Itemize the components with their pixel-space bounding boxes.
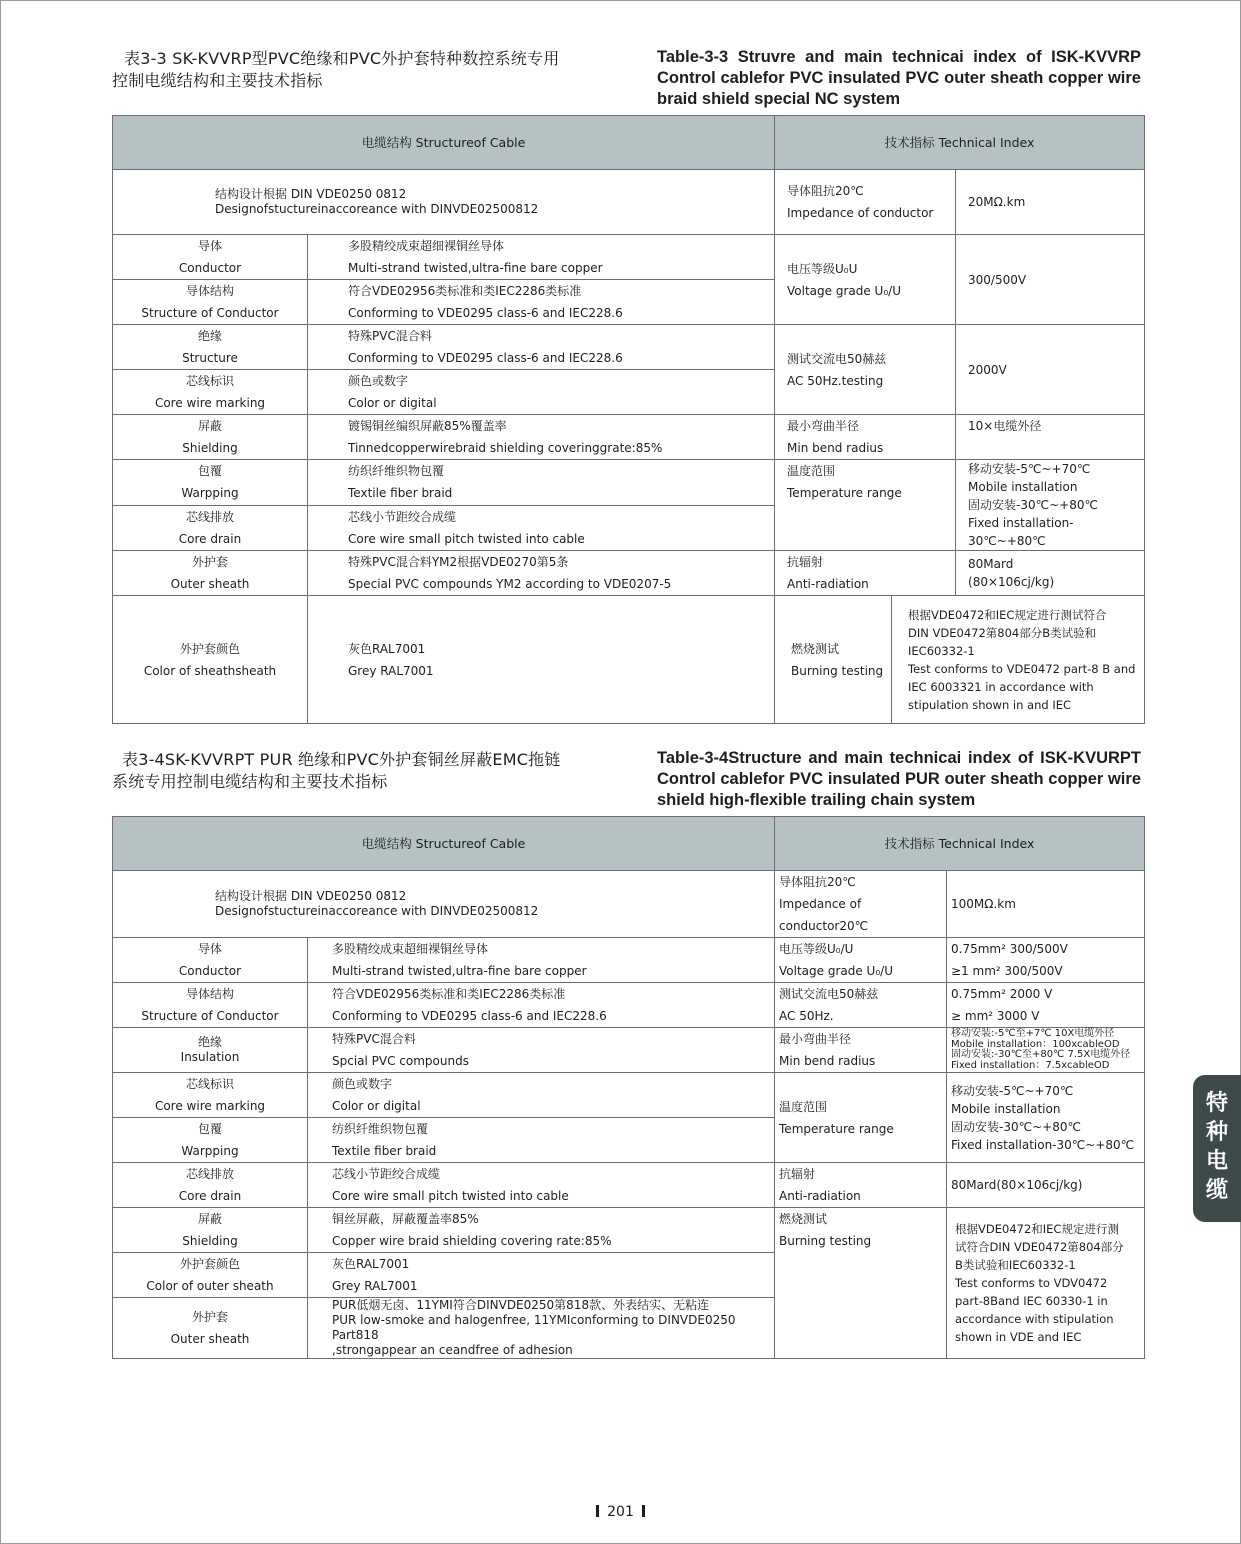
row-shielding-value: 镀锡铜丝编织屏蔽85%覆盖率 Tinnedcopperwirebraid shielding coveringgrate:85% <box>308 415 775 460</box>
table-3-3-caption-cn: 表3-3 SK-KVVRP型PVC绝缘和PVC外护套特种数控系统专用 控制电缆结构和主要技术指标 <box>112 49 560 90</box>
index-test-label: 测试交流电50赫兹 AC 50Hz.testing <box>775 325 956 415</box>
row-sheath-color: 外护套颜色 Color of outer sheath <box>113 1253 308 1298</box>
index-burning-label: 燃烧测试 Burning testing <box>775 596 892 724</box>
table-3-4-caption-cn: 表3-4SK-KVVRPT PUR 绝缘和PVC外护套铜丝屏蔽EMC拖链 系统专用控制电缆结构和主要技术指标 <box>112 750 561 791</box>
index-temperature-label: 温度范围 Temperature range <box>775 1073 947 1163</box>
row-insulation-value: 特殊PVC混合料 Conforming to VDE0295 class-6 and IEC228.6 <box>308 325 775 370</box>
row-conductor-value: 多股精绞成束超细裸铜丝导体 Multi-strand twisted,ultra-fine bare copper <box>308 235 775 280</box>
index-voltage-label: 电压等级U₀/U Voltage grade U₀/U <box>775 938 947 983</box>
row-core-marking-value: 颜色或数字 Color or digital <box>308 370 775 415</box>
row-conductor: 导体 Conductor <box>113 235 308 280</box>
row-wrapping-value: 纺织纤维织物包覆 Textile fiber braid <box>308 460 775 506</box>
header-technical-index: 技术指标 Technical Index <box>775 817 1145 871</box>
index-temperature-label: 温度范围 Temperature range <box>775 460 956 551</box>
row-conductor-structure-value: 符合VDE02956类标准和类IEC2286类标准 Conforming to VDE0295 class-6 and IEC228.6 <box>308 280 775 325</box>
index-voltage-value: 0.75mm² 300/500V ≥1 mm² 300/500V <box>947 938 1145 983</box>
page-number: 201 <box>0 1504 1241 1520</box>
index-burning-value: 根据VDE0472和IEC规定进行测试符合 DIN VDE0472第804部分B类试验和 IEC60332-1 Test conforms to VDE0472 part-8 B and IEC 6003321 in accordance with stipulation shown in and IEC <box>892 596 1145 724</box>
row-outer-sheath: 外护套 Outer sheath <box>113 1298 308 1359</box>
row-outer-sheath-value: PUR低烟无卤、11YMI符合DINVDE0250第818款、外表结实、无粘连 PUR low-smoke and halogenfree, 11YMIconforming to DINVDE0250 Part818 ,strongappear an ceandfree of adhesion <box>308 1298 775 1359</box>
index-impedance-label: 导体阻抗20℃ Impedance of conductor20℃ <box>775 871 947 938</box>
row-insulation: 绝缘 Structure <box>113 325 308 370</box>
row-sheath-color-value: 灰色RAL7001 Grey RAL7001 <box>308 1253 775 1298</box>
design-basis: 结构设计根据 DIN VDE0250 0812 Designofstuctureinaccoreance with DINVDE02500812 <box>113 871 775 938</box>
row-core-marking: 芯线标识 Core wire marking <box>113 370 308 415</box>
row-core-drain-value: 芯线小节距绞合成缆 Core wire small pitch twisted into cable <box>308 505 775 551</box>
row-outer-sheath: 外护套 Outer sheath <box>113 551 308 596</box>
row-wrapping: 包覆 Warpping <box>113 1118 308 1163</box>
index-burning-value: 根据VDE0472和IEC规定进行测 试符合DIN VDE0472第804部分 B类试验和IEC60332-1 Test conforms to VDV0472 part-8Band IEC 60330-1 in accordance with stipulation shown in VDE and IEC <box>947 1208 1145 1359</box>
row-insulation: 绝缘 Insulation <box>113 1028 308 1073</box>
design-basis: 结构设计根据 DIN VDE0250 0812 Designofstuctureinaccoreance with DINVDE02500812 <box>113 170 775 235</box>
header-structure: 电缆结构 Structureof Cable <box>113 817 775 871</box>
index-impedance-value: 20MΩ.km <box>956 170 1145 235</box>
table-3-4-caption-en: Table-3-4Structure and main technicai index of ISK-KVURPT Control cablefor PVC insulated PUR outer sheath copper wire shield high-flexible trailing chain system <box>657 749 1141 809</box>
index-voltage-label: 电压等级U₀U Voltage grade U₀/U <box>775 235 956 325</box>
index-bend-value: 移动安装:-5℃至+7℃ 10X电缆外径 Mobile installation：100xcableOD 固动安装:-30℃至+80℃ 7.5X电缆外径 Fixed installation：7.5xcableOD <box>947 1028 1145 1073</box>
row-core-drain: 芯线排放 Core drain <box>113 505 308 551</box>
table-3-3 <box>112 115 1145 724</box>
index-voltage-value: 300/500V <box>956 235 1145 325</box>
index-bend-label: 最小弯曲半径 Min bend radius <box>775 415 956 460</box>
side-section-tab: 特 种 电 缆 <box>1193 1075 1241 1222</box>
index-temperature-value: 移动安装-5℃~+70℃ Mobile installation 固动安装-30℃~+80℃ Fixed installation-30℃~+80℃ <box>947 1073 1145 1163</box>
index-impedance-label: 导体阻抗20℃ Impedance of conductor <box>775 170 956 235</box>
row-sheath-color: 外护套颜色 Color of sheathsheath <box>113 596 308 724</box>
index-impedance-value: 100MΩ.km <box>947 871 1145 938</box>
index-radiation-value: 80Mard (80×106cj/kg) <box>956 551 1145 596</box>
row-wrapping: 包覆 Warpping <box>113 460 308 506</box>
table-3-3-caption-en: Table-3-3 Struvre and main technicai index of ISK-KVVRP Control cablefor PVC insulated PVC outer sheath copper wire braid shield special NC system <box>657 48 1141 108</box>
row-conductor-value: 多股精绞成束超细裸铜丝导体 Multi-strand twisted,ultra-fine bare copper <box>308 938 775 983</box>
index-burning-label: 燃烧测试 Burning testing <box>775 1208 947 1359</box>
row-core-drain-value: 芯线小节距绞合成缆 Core wire small pitch twisted into cable <box>308 1163 775 1208</box>
index-test-label: 测试交流电50赫兹 AC 50Hz. <box>775 983 947 1028</box>
row-shielding: 屏蔽 Shielding <box>113 415 308 460</box>
row-conductor-structure: 导体结构 Structure of Conductor <box>113 280 308 325</box>
index-radiation-value: 80Mard(80×106cj/kg) <box>947 1163 1145 1208</box>
table-3-4 <box>112 816 1145 1359</box>
row-shielding-value: 铜丝屏蔽，屏蔽覆盖率85% Copper wire braid shielding covering rate:85% <box>308 1208 775 1253</box>
row-shielding: 屏蔽 Shielding <box>113 1208 308 1253</box>
index-temperature-value: 移动安装-5℃~+70℃ Mobile installation 固动安装-30℃~+80℃ Fixed installation-30℃~+80℃ <box>956 460 1145 551</box>
row-wrapping-value: 纺织纤维织物包覆 Textile fiber braid <box>308 1118 775 1163</box>
index-test-value: 2000V <box>956 325 1145 415</box>
row-insulation-value: 特殊PVC混合料 Spcial PVC compounds <box>308 1028 775 1073</box>
row-conductor: 导体 Conductor <box>113 938 308 983</box>
index-test-value: 0.75mm² 2000 V ≥ mm² 3000 V <box>947 983 1145 1028</box>
row-conductor-structure-value: 符合VDE02956类标准和类IEC2286类标准 Conforming to VDE0295 class-6 and IEC228.6 <box>308 983 775 1028</box>
row-core-drain: 芯线排放 Core drain <box>113 1163 308 1208</box>
header-technical-index: 技术指标 Technical Index <box>775 116 1145 170</box>
row-sheath-color-value: 灰色RAL7001 Grey RAL7001 <box>308 596 775 724</box>
row-core-marking: 芯线标识 Core wire marking <box>113 1073 308 1118</box>
index-radiation-label: 抗辐射 Anti-radiation <box>775 551 956 596</box>
row-outer-sheath-value: 特殊PVC混合料YM2根据VDE0270第5条 Special PVC compounds YM2 according to VDE0207-5 <box>308 551 775 596</box>
index-radiation-label: 抗辐射 Anti-radiation <box>775 1163 947 1208</box>
index-bend-value: 10×电缆外径 <box>956 415 1145 460</box>
row-core-marking-value: 颜色或数字 Color or digital <box>308 1073 775 1118</box>
index-bend-label: 最小弯曲半径 Min bend radius <box>775 1028 947 1073</box>
row-conductor-structure: 导体结构 Structure of Conductor <box>113 983 308 1028</box>
header-structure: 电缆结构 Structureof Cable <box>113 116 775 170</box>
